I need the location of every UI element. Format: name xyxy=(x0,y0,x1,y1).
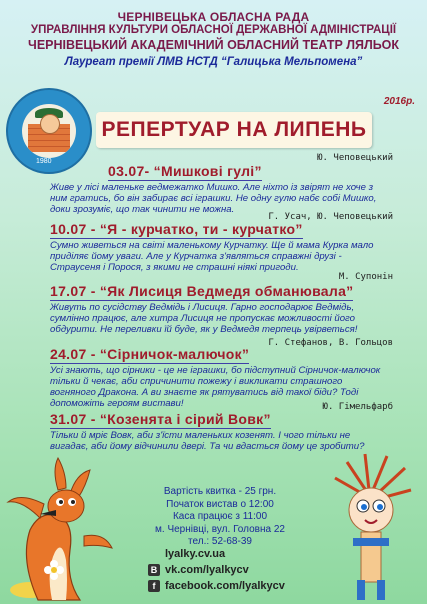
header-theatre: ЧЕРНІВЕЦЬКИЙ АКАДЕМІЧНИЙ ОБЛАСНИЙ ТЕАТР ЛЯЛЬОК xyxy=(28,38,399,52)
vk-link[interactable]: vk.com/lyalkycv xyxy=(165,564,249,576)
event-author: Ю. Чеповецький xyxy=(317,153,393,163)
web-icon xyxy=(148,548,160,560)
facebook-icon: f xyxy=(148,580,160,592)
event-description: Живе у лісі маленьке ведмежатко Мишко. Але ніхто із звірят не хоче з ним гратись, бо він забирає всі іграшки. Не одну гулю набє собі Мишко, доки зрозуміє, що так чинити не можна. xyxy=(50,182,377,215)
facebook-link[interactable]: facebook.com/lyalkycv xyxy=(165,580,285,592)
sirnychok-illustration xyxy=(307,440,427,604)
flower-icon xyxy=(44,560,64,580)
ticket-price: Вартість квитка - 25 грн. xyxy=(163,486,277,497)
ticket-info xyxy=(140,486,300,549)
event-description: Сумно живеться на світі маленькому Курчатку. Ще й мама Курка мало приділяє йому уваги. Але у Курчатка з'являться справжні друзі - Страусеня і Порося, з якими не страшні ніякі пригоди. xyxy=(50,240,374,273)
year-label: 2016р. xyxy=(383,96,415,107)
event-item xyxy=(50,163,390,215)
page-title: РЕПЕРТУАР НА ЛИПЕНЬ xyxy=(101,118,367,141)
theatre-logo xyxy=(6,88,92,174)
header-council: ЧЕРНІВЕЦЬКА ОБЛАСНА РАДА xyxy=(117,10,310,24)
laureate-line: Лауреат премії ЛМВ НСТД “Галицька Мельпомена” xyxy=(64,56,363,68)
header-department: УПРАВЛІННЯ КУЛЬТУРИ ОБЛАСНОЇ ДЕРЖАВНОЇ АДМІНІСТРАЦІЇ xyxy=(30,24,397,36)
event-item xyxy=(50,346,390,409)
phone: тел.: 52-68-39 xyxy=(188,536,252,547)
logo-year: 1980 xyxy=(36,158,52,165)
event-author: Г. Стефанов, В. Гольцов xyxy=(268,338,393,348)
event-description: Усі знають, що сірники - це не іграшки, бо підступний Сірничок-малючок тільки й чекає, аби спричинити пожежу і викликати страшного вогняного Дракона. А ви знаєте як рятуватись від такої біди? Тоді допоможіть героям вистави! xyxy=(50,365,381,409)
event-title: 10.07 - “Я - курчатко, ти - курчатко” xyxy=(50,221,303,237)
event-item xyxy=(50,283,390,335)
event-description: Живуть по сусідству Ведмідь і Лисиця. Гарно господарює Ведмідь, сумлінно працює, але хитра Лисиця не пропускає можливості його обдурити. Не переливки їй буде, як у Ведмедя терпець увірветься! xyxy=(50,302,358,335)
fox-illustration xyxy=(0,440,140,604)
vk-icon: B xyxy=(148,564,160,576)
event-description: Тільки й мріє Вовк, аби з'їсти маленьких козенят. І чого тільки не вигадає, аби йому відчинили двері. Та чи вдасться йому це зробити? xyxy=(50,430,365,452)
event-title: 31.07 - “Козенята і сірий Вовк” xyxy=(50,411,271,427)
show-start-time: Початок вистав о 12:00 xyxy=(166,498,274,510)
contact-links xyxy=(148,546,285,594)
address: м. Чернівці, вул. Головна 22 xyxy=(155,523,285,535)
cashier-hours: Каса працює з 11:00 xyxy=(172,511,268,522)
website-link[interactable]: lyalky.cv.ua xyxy=(165,548,226,560)
event-title: 17.07 - “Як Лисиця Ведмедя обманювала” xyxy=(50,283,354,299)
event-title: 24.07 - “Сірничок-малючок” xyxy=(50,346,250,362)
event-item xyxy=(50,221,390,273)
title-banner xyxy=(96,112,372,148)
logo-emblem xyxy=(22,104,76,158)
event-title: 03.07- “Мишкові гулі” xyxy=(108,163,262,179)
event-author: Г. Усач, Ю. Чеповецький xyxy=(268,212,393,222)
event-author: М. Супонін xyxy=(338,272,393,282)
event-author: Ю. Гімельфарб xyxy=(322,402,393,412)
